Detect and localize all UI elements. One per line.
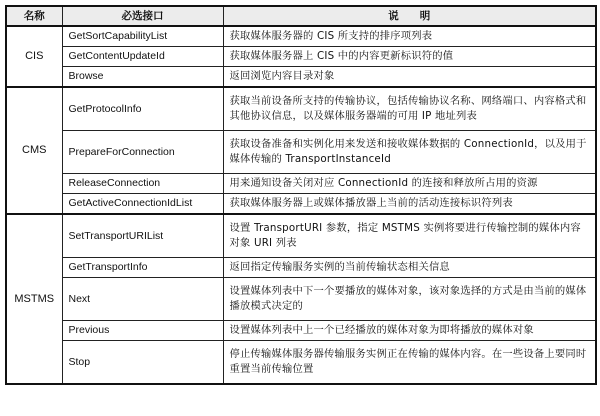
description-cell: 获取设备准备和实例化用来发送和接收媒体数据的 ConnectionId，以及用于媒体传输的 TransportInstanceId xyxy=(223,131,596,174)
interface-table xyxy=(5,5,597,385)
group-cis xyxy=(6,26,596,87)
description-cell: 返回指定传输服务实例的当前传输状态相关信息 xyxy=(223,258,596,278)
description-cell: 设置 TransportURI 参数，指定 MSTMS 实例将要进行传输控制的媒体内容对象 URI 列表 xyxy=(223,214,596,258)
table-row xyxy=(6,26,596,47)
description-cell: 获取当前设备所支持的传输协议，包括传输协议名称、网络端口、内容格式和其他协议信息，以及媒体服务器端的可用 IP 地址列表 xyxy=(223,87,596,131)
interface-cell: Next xyxy=(62,278,223,321)
interface-cell: Stop xyxy=(62,341,223,385)
interface-cell: GetTransportInfo xyxy=(62,258,223,278)
service-cell-mstms: MSTMS xyxy=(6,214,62,384)
group-cms xyxy=(6,87,596,214)
group-mstms xyxy=(6,214,596,384)
table-row xyxy=(6,321,596,341)
description-cell: 停止传输媒体服务器传输服务实例正在传输的媒体内容。在一些设备上要同时重置当前传输位置 xyxy=(223,341,596,385)
interface-cell: GetActiveConnectionIdList xyxy=(62,194,223,215)
description-cell: 获取媒体服务器的 CIS 所支持的排序项列表 xyxy=(223,26,596,47)
table-row xyxy=(6,341,596,385)
header-row xyxy=(6,6,596,26)
description-cell: 获取媒体服务器上或媒体播放器上当前的活动连接标识符列表 xyxy=(223,194,596,215)
interface-cell: Previous xyxy=(62,321,223,341)
table-row xyxy=(6,194,596,215)
table-row xyxy=(6,214,596,258)
interface-cell: GetSortCapabilityList xyxy=(62,26,223,47)
interface-cell: ReleaseConnection xyxy=(62,174,223,194)
document-page xyxy=(5,5,595,385)
service-cell-cms: CMS xyxy=(6,87,62,214)
table-row xyxy=(6,131,596,174)
table-row xyxy=(6,87,596,131)
description-cell: 返回浏览内容目录对象 xyxy=(223,67,596,88)
interface-cell: GetContentUpdateId xyxy=(62,47,223,67)
interface-cell: PrepareForConnection xyxy=(62,131,223,174)
interface-cell: Browse xyxy=(62,67,223,88)
header-name: 名称 xyxy=(6,6,62,26)
description-cell: 设置媒体列表中上一个已经播放的媒体对象为即将播放的媒体对象 xyxy=(223,321,596,341)
header-interface: 必选接口 xyxy=(62,6,223,26)
description-cell: 用来通知设备关闭对应 ConnectionId 的连接和释放所占用的资源 xyxy=(223,174,596,194)
table-row xyxy=(6,278,596,321)
table-row xyxy=(6,67,596,88)
description-cell: 获取媒体服务器上 CIS 中的内容更新标识符的值 xyxy=(223,47,596,67)
service-cell-cis: CIS xyxy=(6,26,62,87)
description-cell: 设置媒体列表中下一个要播放的媒体对象，该对象选择的方式是由当前的媒体播放模式决定的 xyxy=(223,278,596,321)
table-row xyxy=(6,258,596,278)
table-row xyxy=(6,174,596,194)
interface-cell: SetTransportURIList xyxy=(62,214,223,258)
table-row xyxy=(6,47,596,67)
header-description: 说 明 xyxy=(223,6,596,26)
interface-cell: GetProtocolInfo xyxy=(62,87,223,131)
